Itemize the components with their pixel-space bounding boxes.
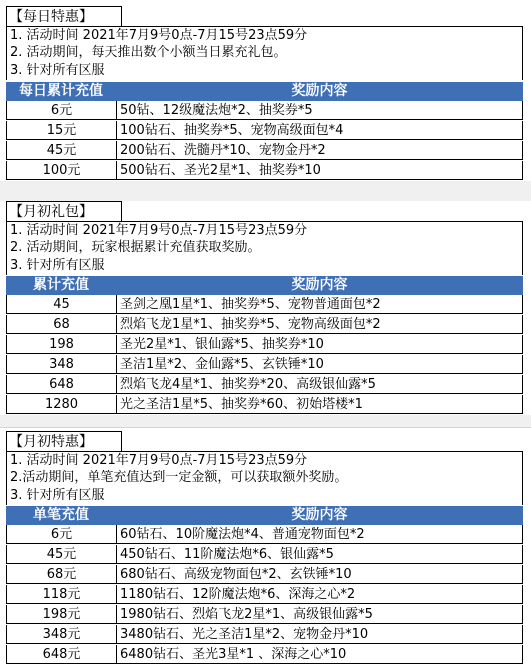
amount-cell: 1280 [7,395,117,413]
column-header: 奖励内容 [291,507,348,523]
reward-cell: 680钻石、高级宠物面包*2、玄铁锤*10 [120,567,352,582]
amount-cell: 45 [7,295,117,313]
table-row [6,585,523,604]
reward-cell: 60钻石、10阶魔法炮*4、普通宠物面包*2 [120,527,365,542]
section-title: 【月初礼包】 [6,201,122,221]
column-header: 每日累计充值 [19,83,103,99]
amount-cell: 6元 [7,101,117,119]
amount-cell: 6元 [7,525,117,543]
amount-cell: 198 [7,335,117,353]
table-row [6,565,523,584]
reward-cell: 1180钻石、12阶魔法炮*6、深海之心*2 [120,587,356,602]
table-row [6,395,523,414]
column-header: 累计充值 [33,277,89,293]
reward-cell: 1980钻石、烈焰飞龙2星*1、高级银仙露*5 [120,607,373,622]
amount-cell: 15元 [7,121,117,139]
amount-cell: 100元 [7,161,117,179]
reward-cell: 圣剑之凰1星*1、抽奖券*5、宠物普通面包*2 [120,297,381,312]
info-line: 2. 活动期间，玩家根据累计充值获取奖励。 [6,239,523,257]
amount-cell: 68 [7,315,117,333]
column-header: 单笔充值 [33,507,89,523]
info-line: 1. 活动时间 2021年7月9号0点-7月15号23点59分 [6,451,523,469]
table-row [6,545,523,564]
table-row [6,375,523,394]
info-line: 2. 活动期间，每天推出数个小额当日累充礼包。 [6,44,523,62]
info-line: 3. 针对所有区服 [6,62,523,80]
reward-cell: 50钻、12级魔法炮*2、抽奖券*5 [120,103,313,118]
table-row [6,101,523,120]
reward-cell: 200钻石、洗髓丹*10、宠物金丹*2 [120,143,326,158]
row-gap [0,181,531,201]
amount-cell: 45元 [7,545,117,563]
table-row [6,161,523,180]
amount-cell: 45元 [7,141,117,159]
table-row [6,355,523,374]
amount-cell: 118元 [7,585,117,603]
table-row [6,525,523,544]
table-row [6,605,523,624]
table-row [6,295,523,314]
reward-cell: 500钻石、圣光2星*1、抽奖券*10 [120,163,321,178]
table-row [6,645,523,664]
section-title: 【月初特惠】 [6,431,122,451]
info-line: 1. 活动时间 2021年7月9号0点-7月15号23点59分 [6,221,523,239]
row-gap [0,415,531,427]
info-line: 2.活动期间，单笔充值达到一定金额，可以获取额外奖励。 [6,469,523,487]
reward-cell: 烈焰飞龙1星*1、抽奖券*5、宠物高级面包*2 [120,317,381,332]
reward-cell: 光之圣洁1星*5、抽奖券*60、初始塔楼*1 [120,397,363,412]
amount-cell: 648 [7,375,117,393]
table-row [6,141,523,160]
reward-cell: 烈焰飞龙4星*1、抽奖券*20、高级银仙露*5 [120,377,376,392]
info-line: 3. 针对所有区服 [6,487,523,505]
reward-cell: 100钻石、抽奖券*5、宠物高级面包*4 [120,123,344,138]
reward-cell: 圣光2星*1、银仙露*5、抽奖券*10 [120,337,324,352]
reward-cell: 圣洁1星*2、金仙露*5、玄铁锤*10 [120,357,324,372]
column-header: 奖励内容 [291,83,348,99]
table-row [6,625,523,644]
table-header [6,82,523,101]
amount-cell: 68元 [7,565,117,583]
reward-cell: 450钻石、11阶魔法炮*6、银仙露*5 [120,547,334,562]
grid-line [0,427,531,428]
amount-cell: 648元 [7,645,117,663]
table-row [6,335,523,354]
amount-cell: 348 [7,355,117,373]
info-line: 1. 活动时间 2021年7月9号0点-7月15号23点59分 [6,26,523,44]
table-header [6,276,523,295]
table-row [6,315,523,334]
table-row [6,121,523,140]
amount-cell: 348元 [7,625,117,643]
reward-cell: 6480钻石、圣光3星*1 、深海之心*10 [120,647,347,662]
info-line: 3. 针对所有区服 [6,257,523,275]
amount-cell: 198元 [7,605,117,623]
section-title: 【每日特惠】 [6,6,122,26]
table-header [6,506,523,525]
column-header: 奖励内容 [291,277,348,293]
reward-cell: 3480钻石、光之圣洁1星*2、宠物金丹*10 [120,627,369,642]
